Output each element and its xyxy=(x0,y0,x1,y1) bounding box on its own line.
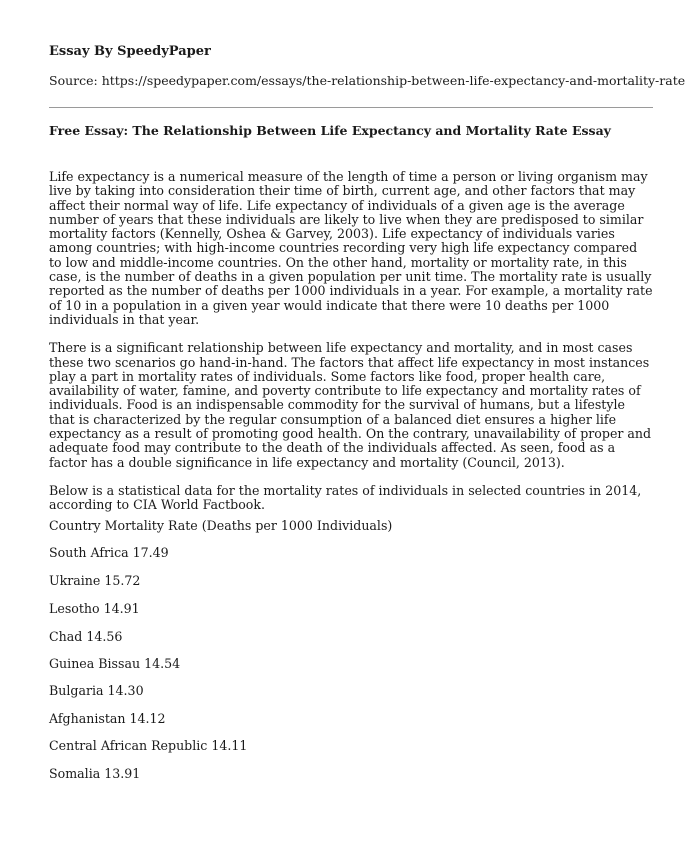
list-item: Lesotho 14.91 xyxy=(49,601,140,616)
list-header: Country Mortality Rate (Deaths per 1000 Individuals) xyxy=(49,518,393,533)
list-item: Afghanistan 14.12 xyxy=(49,711,166,726)
document-header-title: Essay By SpeedyPaper xyxy=(49,44,211,59)
list-item: Central African Republic 14.11 xyxy=(49,738,248,753)
divider xyxy=(49,107,653,108)
essay-title: Free Essay: The Relationship Between Life Expectancy and Mortality Rate Essay xyxy=(49,123,611,138)
list-item: Guinea Bissau 14.54 xyxy=(49,656,181,671)
list-item: South Africa 17.49 xyxy=(49,545,169,560)
paragraph: There is a significant relationship between life expectancy and mortality, and in most cases these two scenarios go hand-in-hand. The factors that affect life expectancy in most instances play a part in mortality rates of individuals. Some factors like food, proper health care, availability of water, famine, and poverty contribute to life expectancy and mortality rates of individuals. Food is an indispensable commodity for the survival of humans, but a lifestyle that is characterized by the regular consumption of a balanced diet ensures a higher life expectancy as a result of promoting good health. On the contrary, unavailability of proper and adequate food may contribute to the death of the individuals affected. As seen, food as a factor has a double significance in life expectancy and mortality (Council, 2013). xyxy=(49,340,652,470)
list-item: Bulgaria 14.30 xyxy=(49,683,144,698)
list-item: Chad 14.56 xyxy=(49,629,123,644)
essay-body xyxy=(49,170,653,527)
paragraph: Life expectancy is a numerical measure of the length of time a person or living organism may live by taking into consideration their time of birth, current age, and other factors that may affect their normal way of life. Life expectancy of individuals of a given age is the average number of years that these individuals are likely to live when they are predisposed to similar mortality factors (Kennelly, Oshea & Garvey, 2003). Life expectancy of individuals varies among countries; with high-income countries recording very high life expectancy compared to low and middle-income countries. On the other hand, mortality or mortality rate, in this case, is the number of deaths in a given population per unit time. The mortality rate is usually reported as the number of deaths per 1000 individuals in a year. For example, a mortality rate of 10 in a population in a given year would indicate that there were 10 deaths per 1000 individuals in that year. xyxy=(49,169,653,327)
list-item: Ukraine 15.72 xyxy=(49,573,141,588)
paragraph: Below is a statistical data for the mortality rates of individuals in selected countries in 2014, according to CIA World Factbook. xyxy=(49,482,642,513)
source-link[interactable]: Source: https://speedypaper.com/essays/the-relationship-between-life-expectancy-and-mortality-rate xyxy=(49,73,686,88)
list-item: Somalia 13.91 xyxy=(49,766,141,781)
